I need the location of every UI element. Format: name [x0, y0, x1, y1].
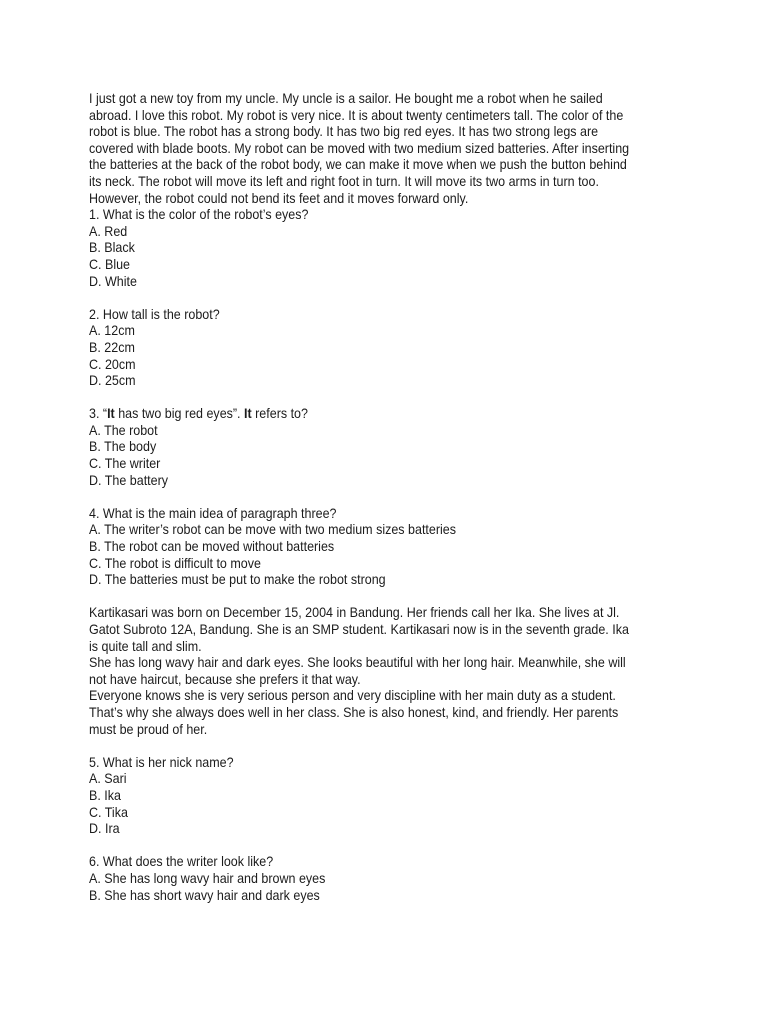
question-3-it-bold-2: It: [244, 406, 252, 422]
question-5-option-a: A. Sari: [89, 771, 127, 787]
question-5-option-b: B. Ika: [89, 787, 121, 803]
question-5-option-d: D. Ira: [89, 821, 120, 837]
document-page: [89, 91, 641, 904]
question-3-option-c: C. The writer: [89, 456, 161, 472]
question-1-option-a: A. Red: [89, 223, 128, 239]
question-1: [89, 207, 641, 290]
question-6: [89, 854, 641, 904]
passage-2-paragraph-3: Everyone knows she is very serious person and very discipline with her main duty as a student. That’s why she always does well in her class. She is also honest, kind, and friendly. Her parents must be proud of her.: [89, 688, 619, 737]
passage-2-paragraph-1: Kartikasari was born on December 15, 2004 in Bandung. Her friends call her Ika. She lives at Jl. Gatot Subroto 12A, Bandung. She is an SMP student. Kartikasari now is in the seventh grade. Ika is quite tall and slim.: [89, 605, 629, 654]
question-3-option-d: D. The battery: [89, 472, 169, 488]
question-4-option-c: C. The robot is difficult to move: [89, 555, 261, 571]
passage-2-paragraph-2: She has long wavy hair and dark eyes. She looks beautiful with her long hair. Meanwhile, she will not have haircut, because she prefers it that way.: [89, 655, 626, 687]
question-1-option-d: D. White: [89, 273, 137, 289]
question-3-text: [89, 406, 641, 423]
question-6-option-b: B. She has short wavy hair and dark eyes: [89, 887, 320, 903]
question-5-option-c: C. Tika: [89, 804, 128, 820]
question-3-it-bold: It: [107, 406, 115, 422]
question-3-option-b: B. The body: [89, 439, 157, 455]
question-4-text: 4. What is the main idea of paragraph three?: [89, 505, 337, 521]
question-4-option-a: A. The writer’s robot can be move with two medium sizes batteries: [89, 522, 457, 538]
question-2-option-b: B. 22cm: [89, 339, 135, 355]
question-2-text: 2. How tall is the robot?: [89, 306, 220, 322]
question-2-option-c: C. 20cm: [89, 356, 136, 372]
question-4-option-d: D. The batteries must be put to make the robot strong: [89, 572, 386, 588]
question-5-text: 5. What is her nick name?: [89, 754, 234, 770]
passage-kartikasari: [89, 605, 641, 738]
question-3-end: refers to?: [251, 406, 308, 422]
question-2-option-d: D. 25cm: [89, 373, 136, 389]
question-2: [89, 307, 641, 390]
question-4: [89, 506, 641, 589]
question-2-option-a: A. 12cm: [89, 323, 135, 339]
question-3-mid: has two big red eyes”.: [114, 406, 245, 422]
question-1-text: 1. What is the color of the robot’s eyes?: [89, 207, 309, 223]
question-3-open: 3. “: [89, 406, 108, 422]
question-1-option-b: B. Black: [89, 240, 135, 256]
question-6-text: 6. What does the writer look like?: [89, 854, 274, 870]
question-1-option-c: C. Blue: [89, 256, 131, 272]
question-6-option-a: A. She has long wavy hair and brown eyes: [89, 870, 326, 886]
question-5: [89, 755, 641, 838]
question-3: [89, 406, 641, 489]
passage-robot: I just got a new toy from my uncle. My uncle is a sailor. He bought me a robot when he sailed abroad. I love this robot. My robot is very nice. It is about twenty centimeters tall. The color of the robot is blue. The robot has a strong body. It has two big red eyes. It has two strong legs are covered with blade boots. My robot can be moved with two medium sized batteries. After inserting the batteries at the back of the robot body, we can make it move when we push the button behind its neck. The robot will move its left and right foot in turn. It will move its two arms in turn too. However, the robot could not bend its feet and it moves forward only.: [89, 91, 630, 206]
question-3-option-a: A. The robot: [89, 422, 158, 438]
question-4-option-b: B. The robot can be moved without batteries: [89, 539, 335, 555]
